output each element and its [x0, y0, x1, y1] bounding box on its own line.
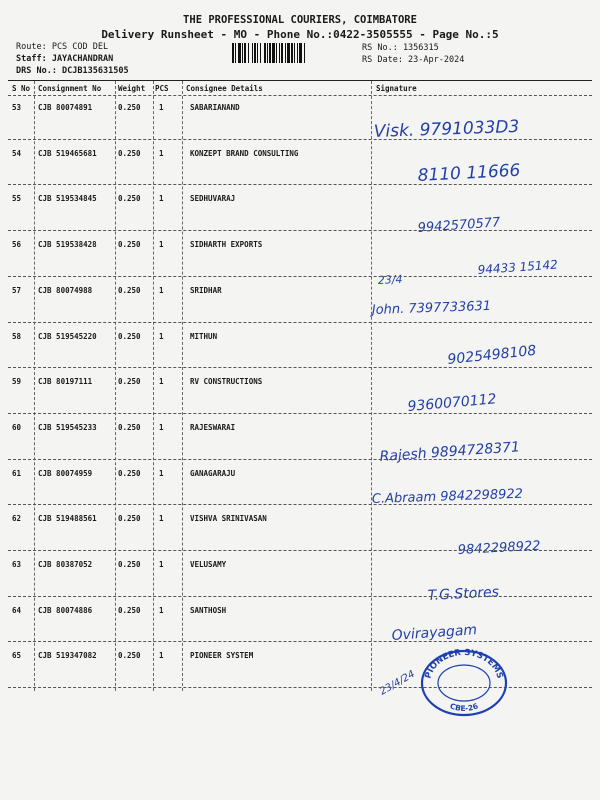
weight-cell: 0.250	[118, 605, 141, 615]
sno-cell: 61	[12, 468, 22, 478]
row-separator	[8, 596, 592, 597]
route-label: Route: PCS COD DEL	[16, 42, 109, 52]
consignee-cell: SRIDHAR	[190, 285, 222, 295]
sno-cell: 60	[12, 422, 22, 432]
consignee-cell: MITHUN	[190, 331, 218, 341]
svg-text:T.G.Stores: T.G.Stores	[427, 584, 500, 604]
row-separator	[8, 504, 592, 505]
sno-cell: 54	[12, 148, 22, 158]
sno-cell: 57	[12, 285, 22, 295]
svg-text:8110 11666: 8110 11666	[417, 160, 521, 186]
signature-handwriting	[368, 290, 594, 336]
row-separator	[8, 641, 592, 642]
company-stamp	[418, 645, 510, 717]
consignment-cell: CJB 519545233	[38, 422, 97, 432]
svg-text:PIONEER SYSTEMS	[423, 648, 504, 680]
signature-handwriting	[368, 518, 594, 564]
stamp-bottom-text: CBE-26	[448, 701, 480, 714]
sno-cell: 64	[12, 605, 22, 615]
consignee-cell: KONZEPT BRAND CONSULTING	[190, 148, 299, 158]
signature-handwriting	[368, 153, 594, 199]
consignee-cell: RV CONSTRUCTIONS	[190, 377, 263, 387]
consignee-cell: SANTHOSH	[190, 605, 227, 615]
consignee-cell: SEDHUVARAJ	[190, 194, 236, 204]
header-rule	[8, 95, 592, 96]
consignee-cell: PIONEER SYSTEM	[190, 651, 254, 661]
pcs-cell: 1	[159, 148, 164, 158]
svg-text:9942570577: 9942570577	[417, 215, 501, 237]
pcs-cell: 1	[159, 651, 164, 661]
signature-handwriting	[368, 244, 594, 290]
svg-text:23/4/24: 23/4/24	[378, 669, 417, 698]
row-separator	[8, 276, 592, 277]
signature-handwriting	[368, 107, 594, 153]
svg-text:9842298922: 9842298922	[457, 538, 541, 559]
consignee-cell: SIDHARTH EXPORTS	[190, 240, 263, 250]
pcs-cell: 1	[159, 422, 164, 432]
row-separator	[8, 230, 592, 231]
signature-handwriting	[368, 381, 594, 427]
svg-text:C.Abraam 9842298922: C.Abraam 9842298922	[371, 486, 524, 507]
runsheet-subtitle: Delivery Runsheet - MO - Phone No.:0422-3505555 - Page No.:5	[101, 28, 499, 41]
barcode	[232, 43, 355, 63]
row-separator	[8, 413, 592, 414]
signature-handwriting	[368, 198, 594, 244]
weight-cell: 0.250	[118, 651, 141, 661]
signature-handwriting	[368, 473, 594, 519]
row-separator	[8, 367, 592, 368]
pcs-cell: 1	[159, 194, 164, 204]
consignment-cell: CJB 519545220	[38, 331, 97, 341]
col-divider	[153, 81, 154, 691]
col-header-consignment: Consignment No	[38, 84, 102, 93]
stamp-top-text: PIONEER SYSTEMS	[423, 647, 505, 680]
weight-cell: 0.250	[118, 285, 141, 295]
pcs-cell: 1	[159, 605, 164, 615]
consignment-cell: CJB 80387052	[38, 560, 93, 569]
pcs-cell: 1	[159, 560, 164, 569]
sno-cell: 65	[12, 651, 22, 661]
weight-cell: 0.250	[118, 468, 141, 478]
signature-handwriting	[368, 336, 594, 382]
sno-cell: 53	[12, 103, 22, 112]
weight-cell: 0.250	[118, 240, 141, 250]
col-divider	[34, 81, 35, 691]
pcs-cell: 1	[159, 468, 164, 478]
col-header-weight: Weight	[118, 84, 146, 93]
pcs-cell: 1	[159, 103, 164, 112]
consignment-cell: CJB 80074891	[38, 103, 93, 112]
svg-text:John. 7397733631: John. 7397733631	[371, 298, 492, 318]
svg-text:Rajesh 9894728371: Rajesh 9894728371	[379, 439, 521, 465]
consignment-cell: CJB 80074959	[38, 468, 93, 478]
svg-text:Ovirayagam: Ovirayagam	[391, 621, 478, 644]
sno-cell: 59	[12, 377, 22, 387]
sno-cell: 56	[12, 240, 22, 250]
svg-text:9025498108: 9025498108	[446, 342, 538, 368]
consignment-cell: CJB 80197111	[38, 377, 93, 387]
col-header-pcs: PCS	[155, 84, 169, 93]
rs-number: RS No.: 1356315	[362, 43, 439, 53]
consignee-cell: RAJESWARAI	[190, 422, 236, 432]
consignment-cell: CJB 80074988	[38, 285, 93, 295]
consignee-cell: VELUSAMY	[190, 560, 227, 569]
sno-cell: 55	[12, 194, 22, 204]
col-header-signature: Signature	[376, 84, 417, 93]
col-header-consignee: Consignee Details	[186, 84, 263, 93]
weight-cell: 0.250	[118, 377, 141, 387]
sno-cell: 63	[12, 560, 22, 569]
col-header-sno: S No	[12, 84, 31, 93]
company-title: THE PROFESSIONAL COURIERS, COIMBATORE	[183, 14, 417, 26]
row-separator	[8, 184, 592, 185]
svg-text:Visk. 9791033D3: Visk. 9791033D3	[373, 116, 520, 142]
drs-label: DRS No.: DCJB135631505	[16, 66, 129, 76]
pcs-cell: 1	[159, 240, 164, 250]
row-separator	[8, 322, 592, 323]
consignment-cell: CJB 519538428	[38, 240, 97, 250]
sno-cell: 58	[12, 331, 22, 341]
pcs-cell: 1	[159, 377, 164, 387]
svg-text:23/4: 23/4	[377, 272, 403, 288]
svg-text:94433 15142: 94433 15142	[477, 257, 559, 278]
pcs-cell: 1	[159, 285, 164, 295]
weight-cell: 0.250	[118, 331, 141, 341]
svg-text:CBE-26	[449, 701, 480, 713]
consignment-cell: CJB 80074886	[38, 605, 93, 615]
table-top-rule	[8, 80, 592, 81]
weight-cell: 0.250	[118, 560, 141, 569]
weight-cell: 0.250	[118, 148, 141, 158]
pcs-cell: 1	[159, 514, 164, 524]
consignment-cell: CJB 519465681	[38, 148, 97, 158]
signature-handwriting	[368, 564, 594, 610]
consignment-cell: CJB 519534845	[38, 194, 97, 204]
rs-date: RS Date: 23-Apr-2024	[362, 55, 465, 65]
row-separator	[8, 459, 592, 460]
signature-handwriting	[368, 427, 594, 473]
sno-cell: 62	[12, 514, 22, 524]
row-separator	[8, 139, 592, 140]
col-divider	[115, 81, 116, 691]
weight-cell: 0.250	[118, 103, 141, 112]
consignment-cell: CJB 519347082	[38, 651, 97, 661]
pcs-cell: 1	[159, 331, 164, 341]
row-separator	[8, 550, 592, 551]
weight-cell: 0.250	[118, 514, 141, 524]
consignee-cell: VISHVA SRINIVASAN	[190, 514, 267, 524]
staff-label: Staff: JAYACHANDRAN	[16, 54, 114, 64]
consignee-cell: GANAGARAJU	[190, 468, 236, 478]
weight-cell: 0.250	[118, 194, 141, 204]
col-divider	[182, 81, 183, 691]
consignment-cell: CJB 519488561	[38, 514, 97, 524]
consignee-cell: SABARIANAND	[190, 103, 240, 112]
svg-text:9360070112: 9360070112	[406, 391, 498, 416]
weight-cell: 0.250	[118, 422, 141, 432]
